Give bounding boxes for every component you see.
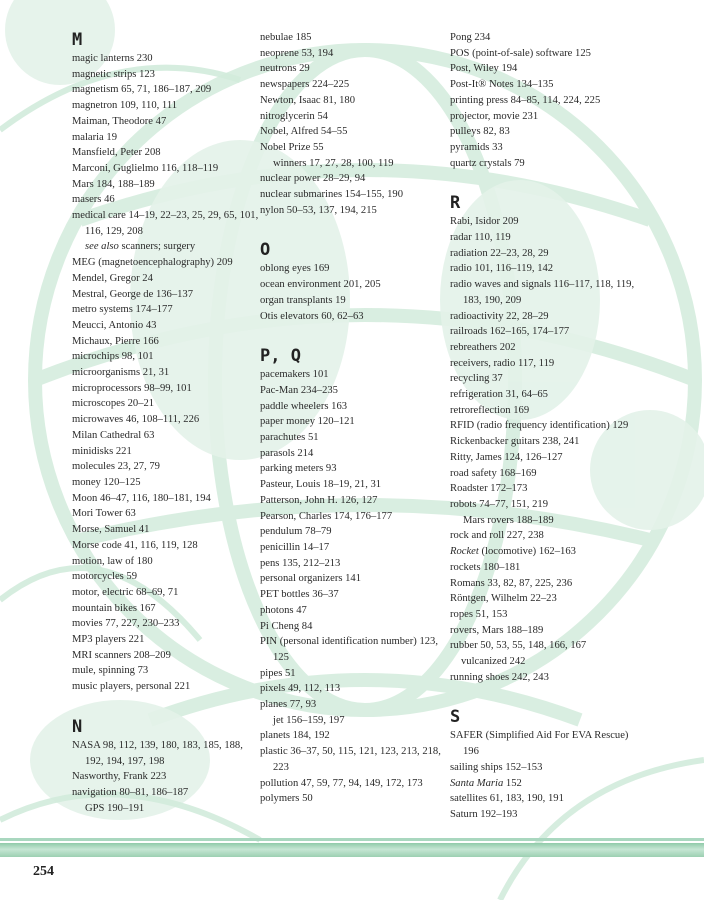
index-entry — [450, 544, 638, 560]
index-entry: radiation 22–23, 28, 29 — [450, 247, 549, 259]
index-subentry: jet 156–159, 197 — [273, 714, 345, 726]
index-entry: RFID (radio frequency identification) 129 — [450, 420, 629, 432]
index-entry: oblong eyes 169 — [260, 263, 330, 275]
index-entry: pulleys 82, 83 — [450, 126, 510, 138]
index-entry: ocean environment 201, 205 — [260, 279, 381, 291]
index-entry: Saturn 192–193 — [450, 808, 518, 820]
index-entry: pollution 47, 59, 77, 94, 149, 172, 173 — [260, 777, 423, 789]
index-entry: radioactivity 22, 28–29 — [450, 310, 549, 322]
index-entry: road safety 168–169 — [450, 467, 537, 479]
index-entry: nuclear power 28–29, 94 — [260, 173, 366, 185]
index-entry: parachutes 51 — [260, 432, 319, 444]
index-column-2 — [260, 30, 448, 807]
index-entry: Nobel Prize 55 — [260, 141, 324, 153]
index-entry: medical care 14–19, 22–23, 25, 29, 65, 101, 116, 129, 208 — [72, 210, 259, 237]
index-entry: Milan Cathedral 63 — [72, 429, 155, 441]
index-entry: pipes 51 — [260, 667, 296, 679]
index-entry: NASA 98, 112, 139, 180, 183, 185, 188, 192, 194, 197, 198 — [72, 739, 243, 767]
index-entry: Maiman, Theodore 47 — [72, 115, 167, 127]
index-entry: sailing ships 152–153 — [450, 761, 543, 773]
index-entry: Ritty, James 124, 126–127 — [450, 451, 563, 463]
index-entry: Röntgen, Wilhelm 22–23 — [450, 593, 557, 605]
index-entry: recycling 37 — [450, 373, 503, 385]
index-entry: quartz crystals 79 — [450, 157, 525, 169]
index-entry: radio waves and signals 116–117, 118, 119, 183, 190, 209 — [450, 279, 635, 306]
index-entry: minidisks 221 — [72, 445, 132, 457]
index-entry: metro systems 174–177 — [72, 304, 173, 316]
index-entry: rebreathers 202 — [450, 341, 516, 353]
index-entry: planes 77, 93 — [260, 699, 317, 711]
index-entry: POS (point-of-sale) software 125 — [450, 47, 591, 59]
index-entry: microscopes 20–21 — [72, 398, 155, 410]
index-letter-heading: R — [450, 193, 461, 214]
entry-pages: 152 — [503, 777, 522, 789]
index-see-also — [72, 239, 260, 255]
index-entry: Patterson, John H. 126, 127 — [260, 494, 378, 506]
index-entry: paddle wheelers 163 — [260, 400, 348, 412]
index-entry: Rickenbacker guitars 238, 241 — [450, 436, 580, 448]
index-subentry: winners 17, 27, 28, 100, 119 — [273, 157, 394, 169]
index-letter-heading: P, Q — [260, 346, 301, 367]
index-entry: magnetism 65, 71, 186–187, 209 — [72, 84, 212, 96]
index-entry: microorganisms 21, 31 — [72, 367, 170, 379]
index-entry: polymers 50 — [260, 793, 313, 805]
italic-title: Santa Maria — [450, 777, 504, 789]
index-entry: nylon 50–53, 137, 194, 215 — [260, 204, 377, 216]
index-entry: radar 110, 119 — [450, 232, 511, 244]
index-entry: receivers, radio 117, 119 — [450, 357, 555, 369]
index-entry: Michaux, Pierre 166 — [72, 335, 159, 347]
index-entry: MEG (magnetoencephalography) 209 — [72, 257, 233, 269]
index-entry: Mori Tower 63 — [72, 508, 136, 520]
index-entry: retroreflection 169 — [450, 404, 530, 416]
index-entry: personal organizers 141 — [260, 573, 362, 585]
index-entry: mule, spinning 73 — [72, 665, 149, 677]
index-entry: running shoes 242, 243 — [450, 671, 549, 683]
index-entry: nitroglycerin 54 — [260, 110, 328, 122]
index-entry: movies 77, 227, 230–233 — [72, 618, 180, 630]
index-entry: money 120–125 — [72, 476, 141, 488]
index-entry: Roadster 172–173 — [450, 483, 528, 495]
index-entry: nebulae 185 — [260, 32, 312, 43]
index-letter-heading: S — [450, 707, 461, 728]
index-entry: mountain bikes 167 — [72, 602, 156, 614]
index-entry: robots 74–77, 151, 219 — [450, 498, 548, 510]
footer-band — [0, 843, 704, 857]
index-entry: Morse, Samuel 41 — [72, 524, 150, 536]
index-entry: motor, electric 68–69, 71 — [72, 586, 179, 598]
index-column-3 — [450, 30, 638, 823]
index-entry: PET bottles 36–37 — [260, 589, 339, 601]
index-entry: neoprene 53, 194 — [260, 47, 334, 59]
index-entry: paper money 120–121 — [260, 416, 355, 428]
index-entry: Otis elevators 60, 62–63 — [260, 310, 364, 322]
index-entry: satellites 61, 183, 190, 191 — [450, 793, 564, 805]
index-entry: MP3 players 221 — [72, 634, 145, 646]
index-letter-heading: M — [72, 30, 83, 50]
index-entry: Mansfield, Peter 208 — [72, 147, 161, 159]
index-entry: Rabi, Isidor 209 — [450, 216, 519, 228]
index-entry: microprocessors 98–99, 101 — [72, 382, 192, 394]
index-entry: Post, Wiley 194 — [450, 63, 518, 75]
index-entry: rockets 180–181 — [450, 561, 521, 573]
index-entry: Meucci, Antonio 43 — [72, 319, 157, 331]
index-entry: railroads 162–165, 174–177 — [450, 326, 570, 338]
see-also-text: scanners; surgery — [118, 241, 196, 253]
index-entry: magnetron 109, 110, 111 — [72, 100, 178, 112]
index-entry: SAFER (Simplified Aid For EVA Rescue) 196 — [450, 730, 629, 758]
index-entry: motion, law of 180 — [72, 555, 153, 567]
index-entry: parasols 214 — [260, 447, 314, 459]
index-entry: molecules 23, 27, 79 — [72, 461, 160, 473]
index-entry: malaria 19 — [72, 131, 118, 143]
index-entry: Pearson, Charles 174, 176–177 — [260, 510, 393, 522]
index-entry: parking meters 93 — [260, 463, 337, 475]
index-entry: pixels 49, 112, 113 — [260, 683, 341, 695]
index-entry: Romans 33, 82, 87, 225, 236 — [450, 577, 573, 589]
index-entry: radio 101, 116–119, 142 — [450, 263, 554, 275]
index-subentry: vulcanized 242 — [461, 656, 526, 668]
index-entry: Nasworthy, Frank 223 — [72, 771, 167, 783]
index-entry: pens 135, 212–213 — [260, 557, 341, 569]
index-entry: neutrons 29 — [260, 63, 310, 75]
index-subentry: GPS 190–191 — [85, 802, 145, 814]
page-number: 254 — [33, 864, 54, 879]
index-entry: Pasteur, Louis 18–19, 21, 31 — [260, 479, 382, 491]
index-entry: MRI scanners 208–209 — [72, 649, 171, 661]
index-entry: photons 47 — [260, 604, 307, 616]
index-entry: magnetic strips 123 — [72, 68, 155, 80]
footer-thin-stripe — [0, 838, 704, 841]
index-entry: navigation 80–81, 186–187 — [72, 786, 189, 798]
index-entry: motorcycles 59 — [72, 571, 138, 583]
index-entry: Mendel, Gregor 24 — [72, 272, 153, 284]
index-entry: Newton, Isaac 81, 180 — [260, 94, 356, 106]
index-entry: projector, movie 231 — [450, 110, 539, 122]
index-entry: Morse code 41, 116, 119, 128 — [72, 539, 198, 551]
index-entry: pyramids 33 — [450, 141, 503, 153]
index-entry: Nobel, Alfred 54–55 — [260, 126, 348, 138]
index-entry: refrigeration 31, 64–65 — [450, 389, 548, 401]
index-entry: organ transplants 19 — [260, 294, 346, 306]
index-entry: microwaves 46, 108–111, 226 — [72, 414, 200, 426]
index-entry: rovers, Mars 188–189 — [450, 624, 544, 636]
index-entry: rubber 50, 53, 55, 148, 166, 167 — [450, 640, 587, 652]
index-entry: plastic 36–37, 50, 115, 121, 123, 213, 218, 223 — [260, 746, 441, 773]
index-entry: pendulum 78–79 — [260, 526, 332, 538]
index-entry: magic lanterns 230 — [72, 53, 153, 64]
index-entry: Post-It® Notes 134–135 — [450, 79, 554, 91]
index-entry: Pac-Man 234–235 — [260, 384, 338, 396]
index-entry: PIN (personal identification number) 123, 125 — [260, 636, 438, 663]
index-entry: Pong 234 — [450, 32, 491, 43]
index-entry: planets 184, 192 — [260, 730, 330, 742]
index-entry: masers 46 — [72, 194, 115, 206]
index-entry: Moon 46–47, 116, 180–181, 194 — [72, 492, 211, 504]
index-entry: printing press 84–85, 114, 224, 225 — [450, 94, 601, 106]
index-letter-heading: O — [260, 240, 271, 261]
index-entry: microchips 98, 101 — [72, 351, 154, 363]
index-entry: pacemakers 101 — [260, 369, 329, 381]
index-entry — [450, 776, 638, 792]
index-entry: Mestral, George de 136–137 — [72, 288, 194, 300]
index-entry: music players, personal 221 — [72, 681, 191, 693]
index-letter-heading: N — [72, 716, 83, 737]
index-entry: nuclear submarines 154–155, 190 — [260, 189, 403, 201]
index-entry: rock and roll 227, 238 — [450, 530, 544, 542]
entry-pages: (locomotive) 162–163 — [478, 546, 576, 558]
index-entry: Mars 184, 188–189 — [72, 178, 155, 190]
index-entry: penicillin 14–17 — [260, 541, 330, 553]
index-entry: Marconi, Guglielmo 116, 118–119 — [72, 162, 219, 174]
index-subentry: Mars rovers 188–189 — [463, 514, 554, 526]
see-also-label: see also — [85, 241, 119, 253]
index-column-1 — [72, 30, 260, 816]
index-entry: ropes 51, 153 — [450, 608, 508, 620]
italic-title: Rocket — [450, 546, 479, 558]
index-entry: newspapers 224–225 — [260, 79, 350, 91]
index-entry: Pi Cheng 84 — [260, 620, 313, 632]
